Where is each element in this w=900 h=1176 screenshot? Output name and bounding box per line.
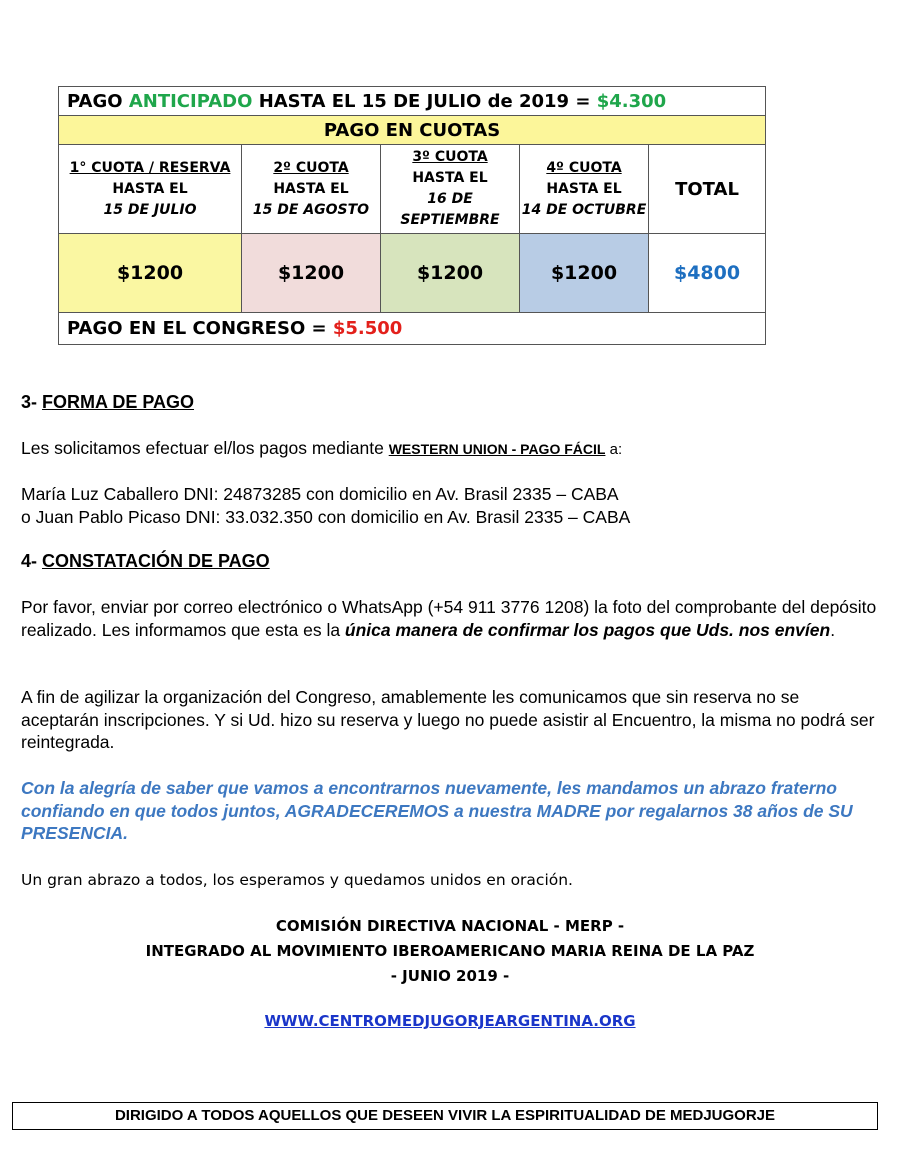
confirmation-emphasis: única manera de confirmar los pagos que Uds. nos envíen (344, 619, 831, 640)
installment-2-amount: $1200 (242, 234, 381, 313)
confirmation-paragraph (21, 596, 881, 641)
price-table (58, 86, 766, 345)
section-3-title: FORMA DE PAGO (42, 392, 195, 412)
installment-4-date: 14 DE OCTUBRE (521, 201, 647, 218)
section-3-heading (21, 391, 881, 414)
signature-line-2: INTEGRADO AL MOVIMIENTO IBEROAMERICANO MARIA REINA DE LA PAZ (145, 942, 755, 960)
installment-1-date: 15 DE JULIO (103, 201, 197, 218)
installment-1-until: HASTA EL (112, 180, 188, 197)
congress-amount: $5.500 (332, 318, 403, 339)
installment-4-until: HASTA EL (546, 180, 622, 197)
installment-4-header (520, 145, 649, 234)
payment-intro: Les solicitamos efectuar el/los pagos mediante (21, 438, 389, 458)
installment-1-header (59, 145, 242, 234)
installment-3-until: HASTA EL (412, 170, 488, 186)
confirmation-text: Por favor, enviar por correo electrónico o WhatsApp (+54 911 3776 1208) la foto del comprobante del depósito realizado. Les informamos que esta es la (21, 597, 877, 640)
payment-method-paragraph (21, 437, 881, 462)
installment-3-amount: $1200 (381, 234, 520, 313)
section-4-title: CONSTATACIÓN DE PAGO (42, 551, 270, 571)
footer-banner: DIRIGIDO A TODOS AQUELLOS QUE DESEEN VIVIR LA ESPIRITUALIDAD DE MEDJUGORJE (12, 1102, 878, 1130)
installments-title-row (59, 116, 766, 145)
reservation-paragraph: A fin de agilizar la organización del Congreso, amablemente les comunicamos que sin reserva no se aceptarán inscripciones. Y si Ud. hizo su reserva y luego no puede asistir al Encuentro, la misma no podrá ser reintegrada. (21, 687, 875, 752)
advance-deadline: HASTA EL 15 DE JULIO de 2019 = (252, 90, 597, 112)
installment-1-amount: $1200 (59, 234, 242, 313)
advance-highlight: ANTICIPADO (128, 90, 253, 112)
payee-list (21, 483, 881, 528)
confirmation-end: . (830, 619, 836, 640)
installment-4-title: 4º CUOTA (546, 159, 622, 176)
total-header: TOTAL (649, 145, 766, 234)
installment-3-title: 3º CUOTA (412, 149, 488, 165)
payment-intro-end: a: (605, 441, 623, 458)
congress-payment-row (59, 313, 766, 345)
website-block (0, 1009, 900, 1034)
installment-3-header (381, 145, 520, 234)
closing-line: Un gran abrazo a todos, los esperamos y quedamos unidos en oración. (21, 871, 573, 889)
payment-method: WESTERN UNION - PAGO FÁCIL (388, 441, 606, 457)
installment-1-title: 1° CUOTA / RESERVA (69, 159, 231, 176)
section-4-heading (21, 550, 881, 573)
installment-3-date-month: SEPTIEMBRE (400, 212, 500, 228)
website-link[interactable]: WWW.CENTROMEDJUGORJEARGENTINA.ORG (264, 1012, 636, 1030)
closing-blue-paragraph: Con la alegría de saber que vamos a encontrarnos nuevamente, les mandamos un abrazo fraterno confiando en que todos juntos, AGRADECEREMOS a nuestra MADRE por regalarnos 38 años de SU PRESENCIA. (21, 778, 853, 843)
installment-2-header (242, 145, 381, 234)
signature-line-1: COMISIÓN DIRECTIVA NACIONAL - MERP - (275, 917, 625, 935)
installment-2-title: 2º CUOTA (273, 159, 349, 176)
payee-2: o Juan Pablo Picaso DNI: 33.032.350 con domicilio en Av. Brasil 2335 – CABA (21, 506, 631, 527)
installment-3-date: 16 DE (427, 191, 473, 207)
installment-2-date: 15 DE AGOSTO (252, 201, 370, 218)
advance-amount: $4.300 (596, 90, 667, 112)
congress-payment-cell (59, 313, 766, 345)
advance-payment-cell (59, 87, 766, 116)
payee-1: María Luz Caballero DNI: 24873285 con domicilio en Av. Brasil 2335 – CABA (21, 484, 619, 504)
installments-amount-row (59, 234, 766, 313)
installment-4-amount: $1200 (520, 234, 649, 313)
section-3-number: 3- (21, 392, 43, 412)
total-amount: $4800 (649, 234, 766, 313)
installments-header-row (59, 145, 766, 234)
installments-title: PAGO EN CUOTAS (59, 116, 766, 145)
advance-prefix: PAGO (67, 90, 129, 112)
advance-payment-row (59, 87, 766, 116)
congress-prefix: PAGO EN EL CONGRESO = (67, 318, 333, 339)
signature-block (0, 914, 900, 989)
section-4-number: 4- (21, 551, 43, 571)
signature-date: - JUNIO 2019 - (390, 967, 510, 985)
installment-2-until: HASTA EL (273, 180, 349, 197)
